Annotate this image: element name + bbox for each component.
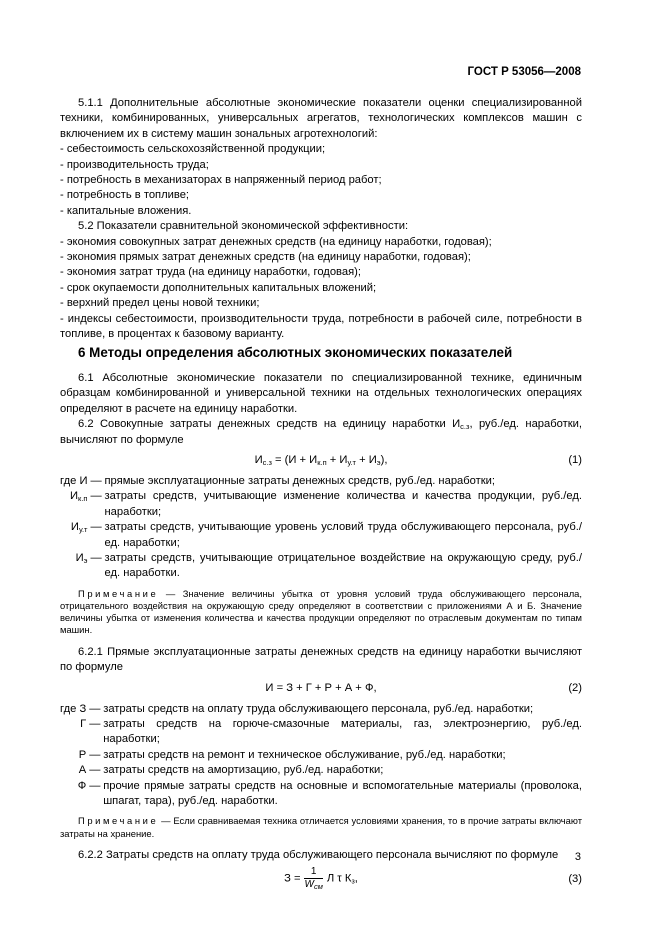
definition-row: Ф — прочие прямые затраты средств на основные и вспомогательные материалы (проволока, шпагат, тара), руб./ед. наработки. (77, 779, 582, 807)
document-id-header: ГОСТ Р 53056—2008 (467, 66, 581, 78)
list-item: - себестоимость сельскохозяйственной продукции; (60, 143, 326, 156)
list-item: - экономия совокупных затрат денежных средств (на единицу наработки, годовая); (60, 235, 492, 248)
definition-row: $И_{к.п}$ — затраты средств, учитывающие изменение количества и качества продукции, руб./ед. наработки; (70, 490, 582, 518)
definition-row: $И_э$ — затраты средств, учитывающие отрицательное воздействие на окружающую среду, руб./ед. наработки. (75, 552, 582, 580)
list-item: - потребность в механизаторах в напряженный период работ; (60, 174, 382, 187)
page-number: 3 (574, 851, 581, 863)
list-item: - верхний предел цены новой техники; (60, 297, 260, 310)
formula-2: И = З + Г + Р + А + Ф, (2) (60, 679, 582, 699)
list-item: - индексы себестоимости, производительности труда, потребности в рабочей силе, потребности в топливе, в процентах к базовому варианту. (60, 312, 582, 341)
definition-row: где З — затраты средств на оплату труда обслуживающего персонала, руб./ед. наработки; (60, 702, 534, 715)
section-5-block (60, 96, 582, 343)
definitions-list-1 (60, 474, 582, 582)
list-item: - срок окупаемости дополнительных капитальных вложений; (60, 281, 377, 294)
formula-1: $И_{с.з} = (И + И_{к.п} + И_{у.т} + И_э)$, (1) (254, 454, 582, 468)
paragraph-6-2-1: 6.2.1 Прямые эксплуатационные затраты денежных средств на единицу наработки вычисляют по формуле (60, 645, 582, 674)
definition-row: $И_{у.т}$ — затраты средств, учитывающие уровень условий труда обслуживающего персонала, руб./ед. наработки; (70, 521, 582, 549)
note-2: Примечание — Если сравниваемая техника отличается условиями хранения, то в прочие затраты включают затраты на хранение. (60, 815, 582, 839)
list-item: - экономия затрат труда (на единицу наработки, годовая); (60, 266, 361, 279)
definition-row: Р — затраты средств на ремонт и техническое обслуживание, руб./ед. наработки; (78, 748, 506, 761)
list-item: - потребность в топливе; (60, 189, 190, 202)
section-6-heading: 6 Методы определения абсолютных экономических показателей (78, 345, 513, 360)
formula-number: (1) (568, 454, 582, 467)
definition-row: где И — прямые эксплуатационные затраты денежных средств, руб./ед. наработки; (60, 475, 496, 488)
list-item: - производительность труда; (60, 158, 209, 171)
definitions-list-2 (60, 702, 582, 810)
fraction: $\frac{1}{W_{см}}$ (304, 866, 323, 892)
formula-number: (2) (568, 681, 582, 694)
paragraph-6-2-2: 6.2.2 Затраты средств на оплату труда обслуживающего персонала вычисляют по формуле (78, 848, 559, 861)
definition-row: А — затраты средств на амортизацию, руб./ед. наработки; (78, 764, 384, 777)
paragraph-6-1: 6.1 Абсолютные экономические показатели по специализированной технике, единичным образцам комбинированной и универсальной техники на отдельных технологических операциях определяют в расчете на единицу наработки. (60, 372, 582, 415)
formula-3: З = $\frac{1}{W_{см}}$ Л τ $К_з$, (3) (284, 866, 582, 892)
definition-row: Г — затраты средств на горюче-смазочные материалы, газ, электроэнергию, руб./ед. наработки; (80, 717, 582, 746)
paragraph-5-2: 5.2 Показатели сравнительной экономической эффективности: (78, 220, 409, 233)
formula-number: (3) (568, 873, 582, 886)
list-item: - капитальные вложения. (60, 204, 192, 217)
list-item: - экономия прямых затрат денежных средств (на единицу наработки, годовая); (60, 251, 471, 264)
note-1: Примечание — Значение величины убытка от уровня условий труда обслуживающего персонала, отрицательного воздействия на окружающую среду определяют в соответствии с приложениями А и Б. Значение величины убытка от изменения количества и качества продукции определяют по отраслевым документам по типам машин. (60, 587, 582, 636)
section-6-block (60, 344, 582, 899)
paragraph-6-2: 6.2 Совокупные затраты денежных средств на единицу наработки $И_{с.з}$, руб./ед. наработки, вычисляют по формуле (60, 418, 583, 446)
paragraph-5-1-1: 5.1.1 Дополнительные абсолютные экономические показатели оценки специализированной техники, комбинированных, универсальных агрегатов, технологических комплексов машин с включением их в систему машин зональных агротехнологий: (60, 97, 582, 140)
